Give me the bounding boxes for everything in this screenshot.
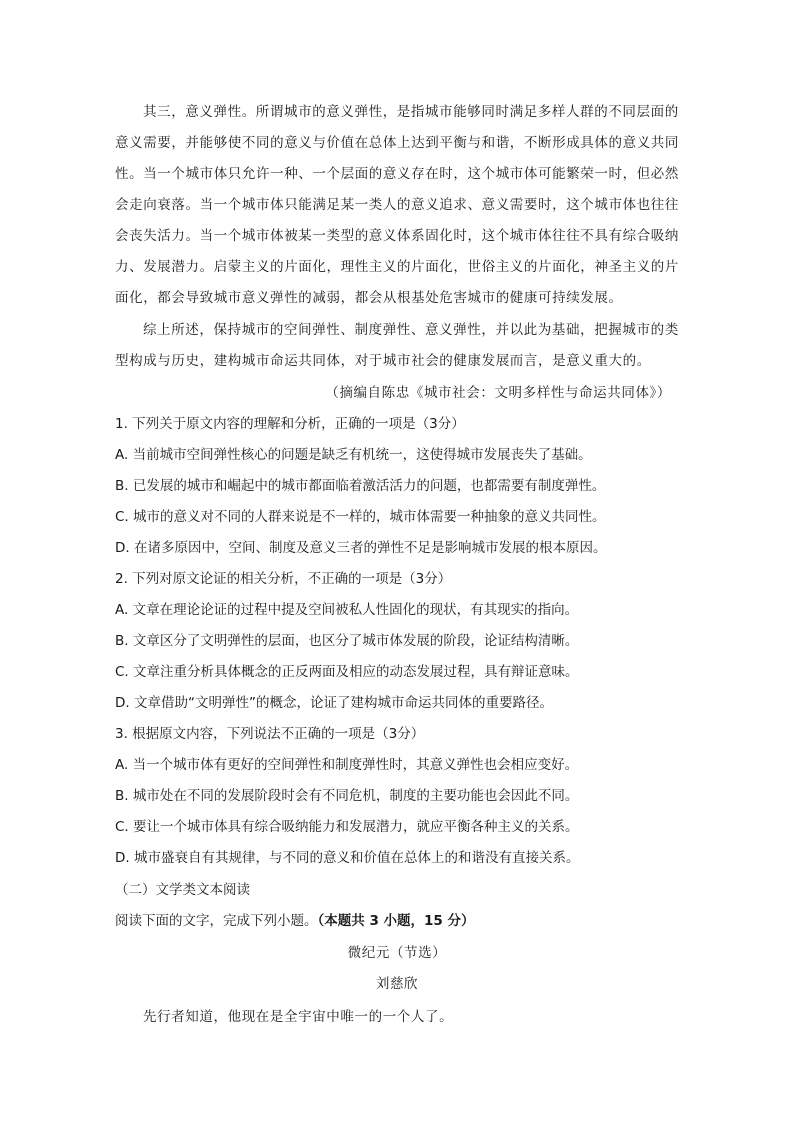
passage-line: 综上所述，保持城市的空间弹性、制度弹性、意义弹性，并以此为基础，把握城市的类 <box>143 322 679 338</box>
question-3-stem: 3. 根据原文内容，下列说法不正确的一项是（3分） <box>115 726 425 742</box>
question-3-option-d: D. 城市盛衰自有其规律，与不同的意义和价值在总体上的和谐没有直接关系。 <box>115 850 580 866</box>
instruction-text: 阅读下面的文字，完成下列小题。 <box>115 913 318 929</box>
question-3-option-a: A. 当一个城市体有更好的空间弹性和制度弹性时，其意义弹性也会相应变好。 <box>115 757 579 773</box>
passage-line: 性。当一个城市体只允许一种、一个层面的意义存在时，这个城市体可能繁荣一时，但必然 <box>115 166 679 182</box>
question-1-option-a: A. 当前城市空间弹性核心的问题是缺乏有机统一，这使得城市发展丧失了基础。 <box>115 447 592 463</box>
question-1-option-c: C. 城市的意义对不同的人群来说是不一样的，城市体需要一种抽象的意义共同性。 <box>115 509 606 525</box>
passage-line: 会丧失活力。当一个城市体被某一类型的意义体系固化时，这个城市体往往不具有综合吸纳 <box>115 228 679 244</box>
passage-line: 会走向衰落。当一个城市体只能满足某一类人的意义追求、意义需要时，这个城市体也往往 <box>115 197 679 213</box>
question-1-option-b: B. 已发展的城市和崛起中的城市都面临着激活活力的问题，也都需要有制度弹性。 <box>115 478 606 494</box>
question-3-option-c: C. 要让一个城市体具有综合吸纳能力和发展潜力，就应平衡各种主义的关系。 <box>115 819 579 835</box>
question-2-option-c: C. 文章注重分析具体概念的正反两面及相应的动态发展过程，具有辩证意味。 <box>115 664 579 680</box>
section-heading: （二）文学类文本阅读 <box>115 882 250 898</box>
question-2-option-d: D. 文章借助“文明弹性”的概念，论证了建构城市命运共同体的重要路径。 <box>115 695 553 711</box>
passage-line: 面化，都会导致城市意义弹性的减弱，都会从根基处危害城市的健康可持续发展。 <box>115 290 623 306</box>
passage-line: 意义需要，并能够使不同的意义与价值在总体上达到平衡与和谐，不断形成具体的意义共同 <box>115 135 679 151</box>
passage-source: （摘编自陈忠《城市社会：文明多样性与命运共同体》） <box>325 385 671 401</box>
passage-line: 型构成与历史，建构城市命运共同体，对于城市社会的健康发展而言，是意义重大的。 <box>115 353 651 369</box>
question-1-option-d: D. 在诸多原因中，空间、制度及意义三者的弹性不足是影响城市发展的根本原因。 <box>115 540 607 556</box>
question-3-option-b: B. 城市处在不同的发展阶段时会有不同危机，制度的主要功能也会因此不同。 <box>115 788 579 804</box>
story-author: 刘慈欣 <box>375 976 419 992</box>
story-first-line: 先行者知道，他现在是全宇宙中唯一的一个人了。 <box>143 1009 454 1025</box>
instruction-score: （本题共 3 小题，15 分） <box>317 913 475 929</box>
question-1-stem: 1. 下列关于原文内容的理解和分析，正确的一项是（3分） <box>115 416 465 432</box>
passage-line: 力、发展潜力。启蒙主义的片面化，理性主义的片面化，世俗主义的片面化，神圣主义的片 <box>115 259 679 275</box>
question-2-stem: 2. 下列对原文论证的相关分析，不正确的一项是（3分） <box>115 571 452 587</box>
question-2-option-a: A. 文章在理论论证的过程中提及空间被私人性固化的现状，有其现实的指向。 <box>115 602 579 618</box>
passage-line: 其三，意义弹性。所谓城市的意义弹性，是指城市能够同时满足多样人群的不同层面的 <box>143 104 679 120</box>
story-title: 微纪元（节选） <box>347 945 447 961</box>
question-2-option-b: B. 文章区分了文明弹性的层面，也区分了城市体发展的阶段，论证结构清晰。 <box>115 633 579 649</box>
section-instruction <box>115 911 475 931</box>
